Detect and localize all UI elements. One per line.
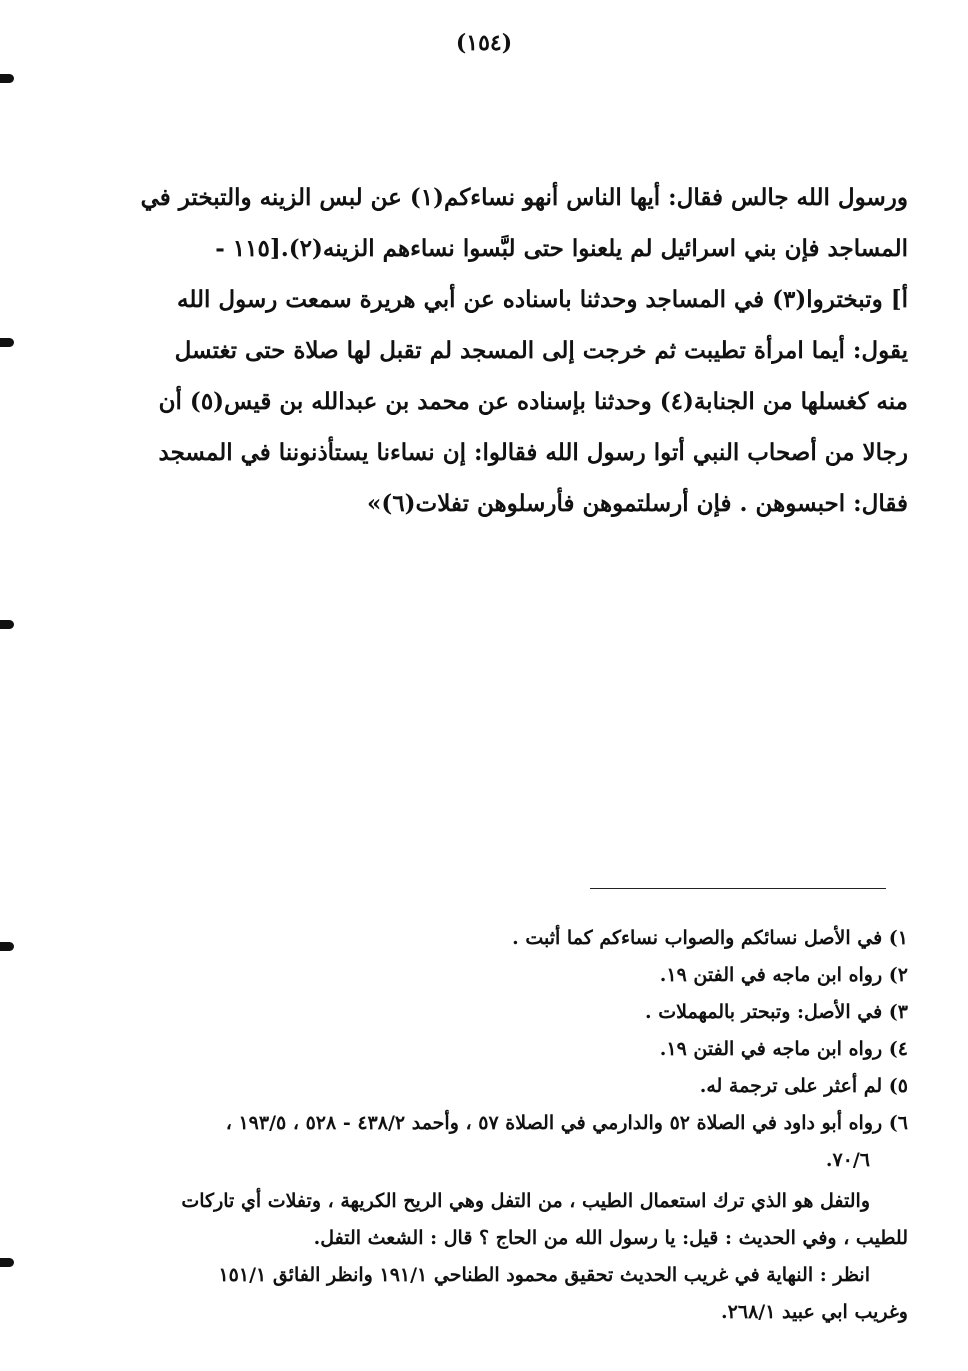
footnote-4: ٤) رواه ابن ماجه في الفتن ١٩. bbox=[659, 1038, 908, 1060]
scan-margin-mark bbox=[0, 74, 14, 83]
footnote-5: ٥) لم أعثر على ترجمة له. bbox=[699, 1075, 908, 1097]
footnote-2: ٢) رواه ابن ماجه في الفتن ١٩. bbox=[659, 964, 908, 986]
footnote-3: ٣) في الأصل: وتبحتر بالمهملات . bbox=[645, 1001, 908, 1023]
main-text-line: منه كغسلها من الجنابة(٤) وحدثنا بإسناده عن محمد بن عبدالله بن قيس(٥) أن bbox=[158, 388, 908, 415]
main-text-line: يقول: أيما امرأة تطيبت ثم خرجت إلى المسجد لم تقبل لها صلاة حتى تغتسل bbox=[174, 337, 908, 364]
footnote-explanation bbox=[60, 1183, 908, 1331]
main-text-line: المساجد فإن بني اسرائيل لم يلعنوا حتى لبَّسوا نساءهم الزينه(٢).[١١٥ - bbox=[215, 235, 908, 262]
main-text-line: فقال: احبسوهن . فإن أرسلتموهن فأرسلوهن تفلات(٦)» bbox=[367, 490, 908, 517]
main-text-line: أ] وتبختروا(٣) في المساجد وحدثنا باسناده عن أبي هريرة سمعت رسول الله bbox=[177, 286, 908, 313]
main-text bbox=[60, 172, 908, 529]
scan-margin-mark bbox=[0, 942, 14, 951]
footnote-separator bbox=[590, 888, 886, 889]
footnote-6-continuation: ٧٠/٦. bbox=[825, 1149, 870, 1171]
page-number: (١٥٤) bbox=[455, 30, 513, 56]
footnote-explanation-line: والتفل هو الذي ترك استعمال الطيب ، من التفل وهي الريح الكريهة ، وتفلات أي تاركات bbox=[181, 1190, 870, 1212]
footnote-1: ١) في الأصل نسائكم والصواب نساءكم كما أثبت . bbox=[512, 927, 908, 949]
scan-margin-mark bbox=[0, 620, 14, 629]
footnote-explanation-line: انظر : النهاية في غريب الحديث تحقيق محمود الطناحي ١٩١/١ وانظر الفائق ١٥١/١ bbox=[218, 1264, 870, 1286]
scan-margin-mark bbox=[0, 1258, 14, 1267]
scan-margin-mark bbox=[0, 338, 14, 347]
footnote-explanation-line: وغريب ابي عبيد ٢٦٨/١. bbox=[721, 1301, 908, 1323]
main-text-line: رجالا من أصحاب النبي أتوا رسول الله فقالوا: إن نساءنا يستأذنوننا في المسجد bbox=[158, 439, 908, 466]
footnote-explanation-line: للطيب ، وفي الحديث : قيل: يا رسول الله من الحاج ؟ قال : الشعث التفل. bbox=[313, 1227, 908, 1249]
footnotes bbox=[60, 920, 908, 1331]
footnote-6: ٦) رواه أبو داود في الصلاة ٥٢ والدارمي في الصلاة ٥٧ ، وأحمد ٤٣٨/٢ - ٥٢٨ ، ١٩٣/٥ ، bbox=[225, 1112, 908, 1134]
main-text-line: ورسول الله جالس فقال: أيها الناس أنهو نساءكم(١) عن لبس الزينه والتبختر في bbox=[140, 184, 908, 211]
